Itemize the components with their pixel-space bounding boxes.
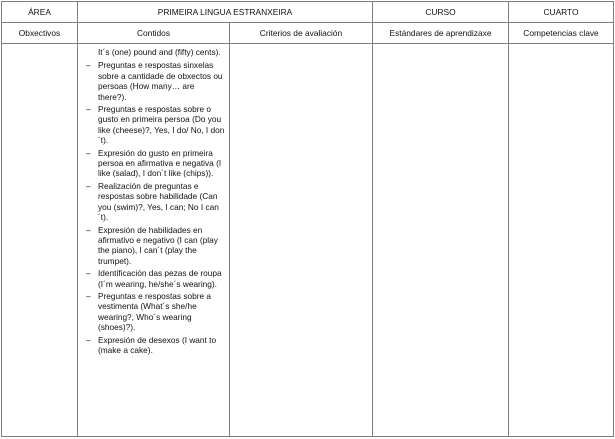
standards-header-cell (373, 23, 509, 44)
area-label-cell (2, 2, 78, 23)
contents-continuation: It´s (one) pound and (fifty) cents). (98, 47, 221, 57)
dash-bullet: – (86, 104, 91, 115)
list-item (86, 225, 225, 267)
course-value: CUARTO (543, 7, 579, 17)
dash-bullet: – (86, 60, 91, 71)
list-item (86, 291, 225, 333)
dash-bullet: – (86, 268, 91, 279)
competences-header-cell (509, 23, 614, 44)
criteria-cell (230, 44, 373, 437)
header-row (2, 2, 614, 23)
list-item-text: Realización de preguntas e respostas sobre habilidade (Can you (swim)?, Yes, I can; No I can´t). (98, 180, 219, 223)
area-label: ÁREA (28, 7, 51, 17)
criteria-header: Criterios de avaliación (259, 28, 343, 38)
objectives-cell (2, 44, 78, 437)
list-item-text: Preguntas e respostas sobre a vestimenta (What´s she/he wearing?, Who´s wearing (shoes)?). (98, 290, 211, 333)
dash-bullet: – (86, 334, 91, 345)
dash-bullet: – (86, 290, 91, 301)
subheader-row (2, 23, 614, 44)
criteria-header-cell (230, 23, 373, 44)
contents-cell (78, 44, 230, 437)
course-label: CURSO (425, 7, 456, 17)
list-item (86, 148, 225, 179)
dash-bullet: – (86, 180, 91, 191)
list-item (86, 60, 225, 102)
course-label-cell (373, 2, 509, 23)
list-item (86, 104, 225, 146)
list-item-text: Preguntas e respostas sobre o gusto en primeira persoa (Do you like (cheese)?, Yes, I do/ No, I don´t). (98, 104, 225, 146)
objectives-header: Obxectivos (18, 28, 61, 38)
objectives-header-cell (2, 23, 78, 44)
contents-header: Contidos (136, 28, 171, 38)
contents-list (78, 44, 229, 355)
standards-header: Estándares de aprendizaxe (389, 28, 492, 38)
competences-cell (509, 44, 614, 437)
dash-bullet: – (86, 224, 91, 235)
list-item-text: Expresión de habilidades en afirmativo e negativo (I can (play the piano), I can´t (play the trumpet). (98, 224, 218, 266)
list-item-text: Expresión do gusto en primeira persoa en afirmativa e negativa (I like (salad), I don´t like (chips)). (98, 147, 222, 179)
standards-cell (373, 44, 509, 437)
subject-title: PRIMEIRA LINGUA ESTRANXEIRA (157, 7, 293, 17)
list-item (86, 268, 225, 289)
dash-bullet: – (86, 147, 91, 158)
course-value-cell (509, 2, 614, 23)
body-row (2, 44, 614, 437)
list-item (86, 181, 225, 223)
curriculum-table (1, 1, 614, 437)
list-item (86, 335, 225, 356)
contents-header-cell (78, 23, 230, 44)
list-item-text: Identificación das pezas de roupa (I´m wearing, he/she´s wearing). (98, 268, 222, 289)
competences-header: Competencias clave (523, 28, 599, 38)
list-item-text: Preguntas e respostas sinxelas sobre a cantidade de obxectos ou persoas (How many… are there?). (98, 60, 223, 102)
list-item-text: Expresión de desexos (I want to (make a cake). (98, 334, 217, 355)
subject-cell (78, 2, 373, 23)
